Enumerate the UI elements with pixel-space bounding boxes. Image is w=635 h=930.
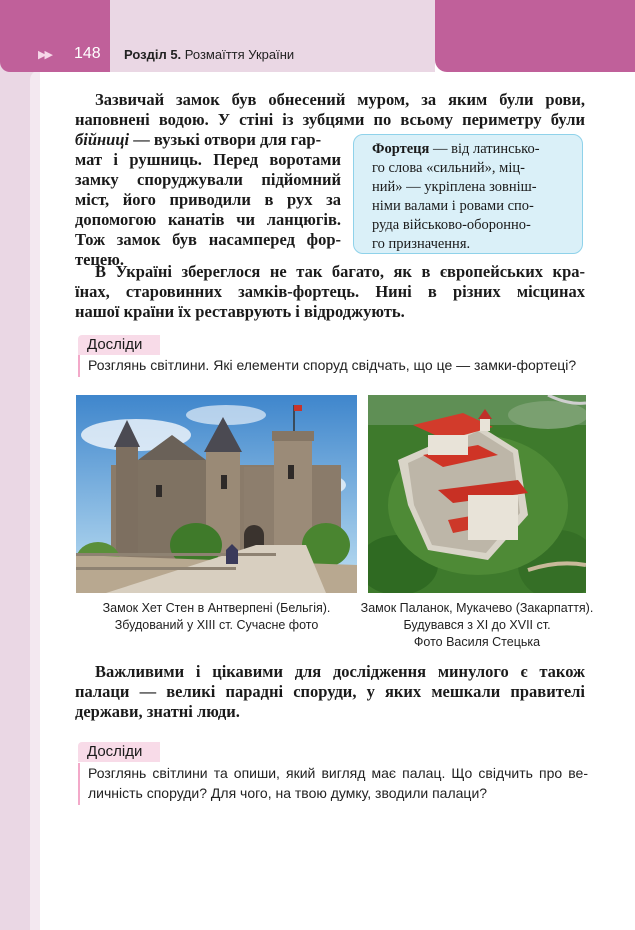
text-line: ний» — укріплена зовніш- [372, 179, 537, 195]
explore-tag: Досліди [78, 335, 160, 355]
photo-caption-het-steen [76, 600, 357, 634]
photo-het-steen-castle [76, 395, 357, 593]
explore-tag: Досліди [78, 742, 160, 762]
photo-caption-palanok [358, 600, 596, 651]
italic-term: бійниці [75, 130, 130, 149]
paragraph-castle-walls [75, 90, 585, 130]
photo-palanok-castle [368, 395, 586, 593]
text-line: замку споруджували підйомний [75, 170, 341, 189]
caption-line: Збудований у XIII ст. Сучасне фото [114, 618, 319, 632]
text-line: Важливими і цікавими для дослідження минулого є також [95, 662, 585, 681]
text-line: допомогою канатів чи ланцюгів. [75, 210, 341, 229]
caption-line: Фото Василя Стецька [413, 635, 541, 649]
text-line: Розглянь світлини та опиши, який вигляд має палац. Що свідчить про ве- [88, 765, 588, 781]
section-label: Розділ 5. [124, 47, 182, 62]
text-line: мат і рушниць. Перед воротами [75, 150, 341, 169]
text-line: палаци — великі парадні споруди, у яких мешкали правителі [75, 682, 585, 701]
text-fragment: — вузькі отвори для гар- [129, 130, 322, 149]
text-line: го слова «сильний», міц- [372, 160, 525, 176]
definition-term: Фортеця [372, 141, 430, 157]
header-right-tab [435, 0, 635, 72]
text-line: личність споруди? Для чого, на твою думку, зводили палаци? [88, 785, 488, 801]
text-line: наповнені водою. У стіні із зубцями по всьому периметру були [75, 110, 585, 129]
text-line: німи валами і ровами спо- [372, 198, 534, 214]
caption-line: Замок Паланок, Мукачево (Закарпаття). [360, 601, 594, 615]
text-line: го призначення. [372, 236, 471, 252]
explore-task [78, 355, 588, 377]
text-line: Зазвичай замок був обнесений муром, за яким були рови, [95, 90, 585, 109]
text-line: міст, його приводили в рух за [75, 190, 341, 209]
paragraph-castle-narrow [75, 130, 341, 270]
text-line: руда військово-оборонно- [372, 217, 531, 233]
text-line: В Україні збереглося не так багато, як в європейських кра- [95, 262, 585, 281]
text-line: нашої країни їх реставрують і відроджують. [75, 302, 405, 321]
section-title [124, 47, 294, 62]
text-line: тецею. [75, 250, 124, 269]
section-name: Розмаїття України [184, 47, 295, 62]
text-line [372, 140, 570, 159]
caption-line: Замок Хет Стен в Антверпені (Бельгія). [102, 601, 331, 615]
text-line [75, 130, 341, 150]
page-header [0, 0, 635, 72]
double-arrow-icon: ▶▶ [38, 48, 51, 61]
left-margin-band [0, 0, 40, 930]
paragraph-ukraine-castles [75, 262, 585, 322]
text-line: їнах, старовинних замків-фортець. Нині в різних місцинах [75, 282, 585, 301]
page-number: 148 [74, 45, 101, 62]
caption-line: Будувався з XI до XVII ст. [403, 618, 551, 632]
paragraph-palaces [75, 662, 585, 722]
definition-box [353, 134, 583, 254]
explore-task [78, 763, 588, 805]
text-line: Тож замок був насамперед фор- [75, 230, 341, 249]
text-fragment: — від латинсько- [429, 141, 540, 157]
text-line: Розглянь світлини. Які елементи споруд свідчать, що це — замки-фортеці? [88, 357, 577, 373]
text-line: держави, знатні люди. [75, 702, 240, 721]
